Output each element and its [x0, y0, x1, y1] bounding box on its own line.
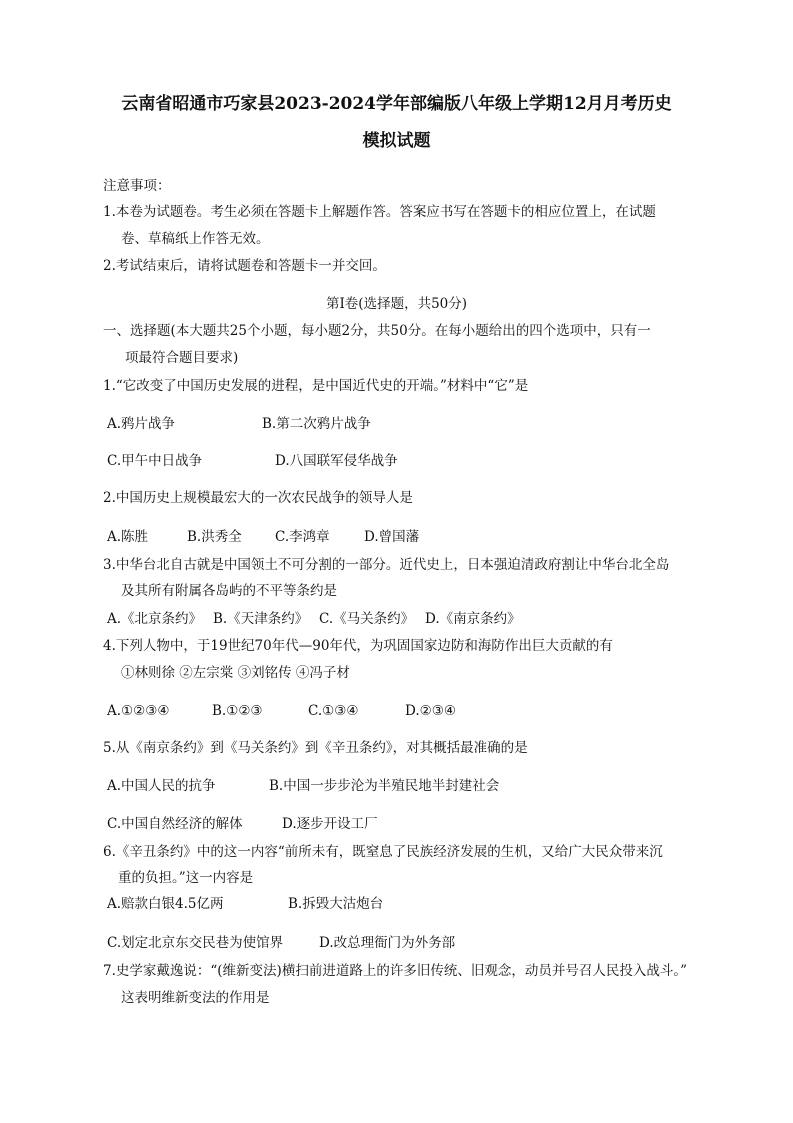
q4-option-c: C.①③④: [308, 703, 359, 719]
question-7-stem-cont: 这表明维新变法的作用是: [121, 990, 270, 1006]
question-3-stem-cont: 及其所有附属各岛屿的不平等条约是: [121, 583, 337, 599]
q1-option-d: D.八国联军侵华战争: [275, 453, 398, 469]
q3-option-c: C.《马关条约》: [319, 611, 415, 627]
notice-item-2: 2.考试结束后，请将试题卷和答题卡一并交回。: [103, 258, 386, 274]
exam-title-line1: 云南省昭通市巧家县2023-2024学年部编版八年级上学期12月月考历史: [121, 94, 672, 114]
q1-option-b: B.第二次鸦片战争: [262, 416, 371, 432]
section-title: 第Ⅰ卷(选择题，共50分): [325, 296, 468, 312]
notice-item-1: 1.本卷为试题卷。考生必须在答题卡上解题作答。答案应书写在答题卡的相应位置上，在试题: [103, 204, 656, 220]
section-instructions-cont: 项最符合题目要求): [125, 350, 239, 366]
section-instructions: 一、选择题(本大题共25个小题，每小题2分，共50分。在每小题给出的四个选项中，只有一: [103, 323, 651, 339]
q2-option-a: A.陈胜: [107, 529, 149, 545]
question-4-stem: 4.下列人物中，于19世纪70年代—90年代，为巩固国家边防和海防作出巨大贡献的有: [103, 638, 613, 654]
question-5-stem: 5.从《南京条约》到《马关条约》到《辛丑条约》，对其概括最准确的是: [103, 740, 528, 756]
q1-option-c: C.甲午中日战争: [107, 453, 203, 469]
question-1-stem: 1.“它改变了中国历史发展的进程，是中国近代史的开端。”材料中“它”是: [103, 378, 529, 394]
notice-item-1-cont: 卷、草稿纸上作答无效。: [121, 231, 270, 247]
q3-option-d: D.《南京条约》: [425, 611, 521, 627]
q3-option-b: B.《天津条约》: [213, 611, 309, 627]
q6-option-a: A.赔款白银4.5亿两: [107, 896, 224, 912]
q4-option-d: D.②③④: [405, 703, 456, 719]
question-4-items: ①林则徐 ②左宗棠 ③刘铭传 ④冯子材: [121, 665, 350, 681]
q2-option-d: D.曾国藩: [364, 529, 420, 545]
q6-option-b: B.拆毁大沽炮台: [288, 896, 384, 912]
question-7-stem: 7.史学家戴逸说：“(维新变法)横扫前进道路上的许多旧传统、旧观念，动员并号召人民投入战斗。”: [103, 963, 687, 979]
q5-option-b: B.中国一步步沦为半殖民地半封建社会: [269, 778, 500, 794]
q2-option-b: B.洪秀全: [187, 529, 242, 545]
q4-option-a: A.①②③④: [107, 703, 170, 719]
notice-heading: 注意事项：: [103, 178, 171, 194]
q1-option-a: A.鸦片战争: [107, 416, 176, 432]
q6-option-c: C.划定北京东交民巷为使馆界: [107, 935, 284, 951]
q5-option-c: C.中国自然经济的解体: [107, 816, 243, 832]
question-2-stem: 2.中国历史上规模最宏大的一次农民战争的领导人是: [103, 490, 413, 506]
question-6-stem-cont: 重的负担。”这一内容是: [118, 870, 254, 886]
q6-option-d: D.改总理衙门为外务部: [319, 935, 456, 951]
q4-option-b: B.①②③: [212, 703, 263, 719]
q5-option-a: A.中国人民的抗争: [107, 778, 216, 794]
question-3-stem: 3.中华台北自古就是中国领土不可分割的一部分。近代史上，日本强迫清政府割让中华台北全岛: [103, 557, 670, 573]
q5-option-d: D.逐步开设工厂: [282, 816, 378, 832]
q3-option-a: A.《北京条约》: [107, 611, 203, 627]
q2-option-c: C.李鸿章: [275, 529, 330, 545]
exam-title-line2: 模拟试题: [362, 131, 431, 151]
question-6-stem: 6.《辛丑条约》中的这一内容“前所未有，既窒息了民族经济发展的生机，又给广大民众带来沉: [103, 844, 663, 860]
